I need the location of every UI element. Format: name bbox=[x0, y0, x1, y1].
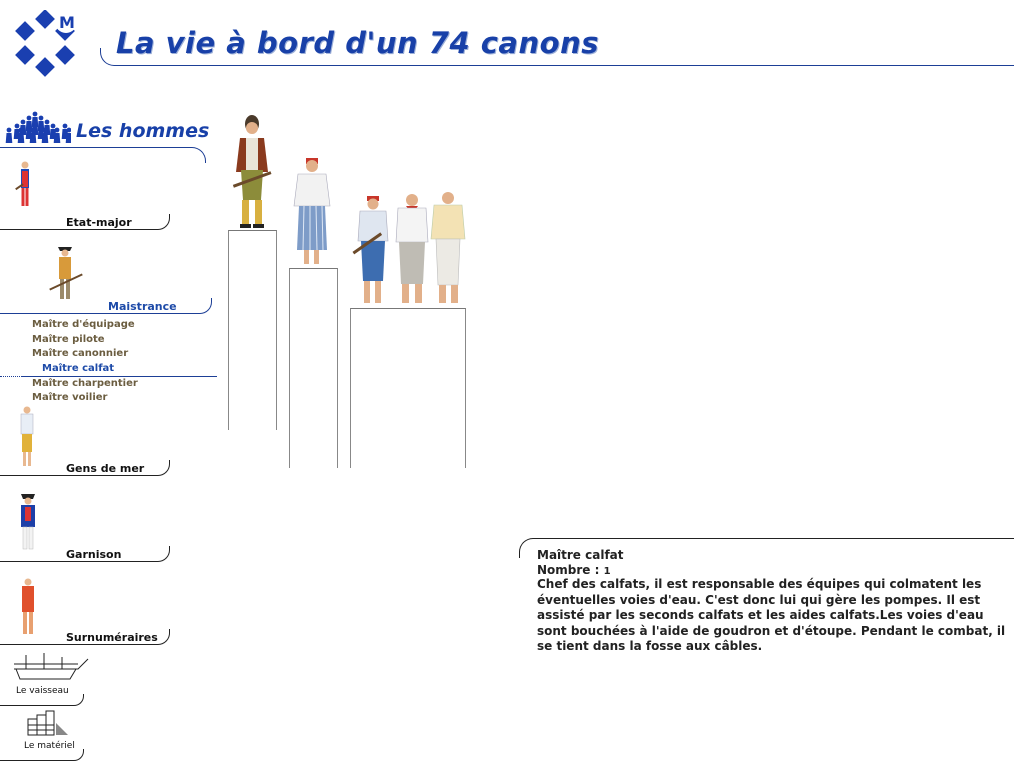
sub-item-maitre-calfat[interactable]: Maître calfat bbox=[42, 363, 115, 374]
category-underline-left bbox=[0, 561, 62, 562]
pedestal-2 bbox=[289, 268, 338, 468]
etat-major-figure-icon[interactable] bbox=[12, 160, 38, 210]
detail-description: Chef des calfats, il est responsable des équipes qui colmatent les éventuelles voies d'eau. C'est donc lui qui gère les pompes. Il est assisté par les seconds calfats et les aides calfats.Les voies d'eau sont bouchées à l'aide de goudron et d'étoupe. Pendant le combat, il se tient dans la fosse aux câbles. bbox=[537, 577, 1006, 653]
category-underline-left bbox=[0, 644, 62, 645]
calfat-figure-icon[interactable] bbox=[290, 152, 334, 268]
category-underline bbox=[0, 214, 170, 230]
category-surnumeraires[interactable]: Surnuméraires bbox=[66, 631, 158, 644]
equipment-icon[interactable] bbox=[24, 709, 74, 739]
officer-figure-icon[interactable] bbox=[228, 112, 276, 230]
category-underline bbox=[0, 460, 170, 476]
section-title: Les hommes bbox=[76, 120, 210, 142]
selected-marker bbox=[0, 376, 22, 377]
category-gens-de-mer[interactable]: Gens de mer bbox=[66, 462, 145, 475]
pedestal-3 bbox=[350, 308, 466, 468]
footer-underline bbox=[0, 694, 84, 706]
category-garnison[interactable]: Garnison bbox=[66, 548, 122, 561]
category-etat-major[interactable]: Etat-major bbox=[66, 216, 132, 229]
sub-item-maitre-pilote[interactable]: Maître pilote bbox=[32, 334, 105, 345]
footer-underline bbox=[0, 749, 84, 761]
footer-link-materiel[interactable]: Le matériel bbox=[24, 741, 75, 751]
category-underline bbox=[0, 629, 170, 645]
sub-item-maitre-voilier[interactable]: Maître voilier bbox=[32, 392, 108, 403]
category-underline-left bbox=[0, 229, 62, 230]
category-underline-active bbox=[0, 298, 212, 314]
crowd-icon bbox=[3, 110, 71, 144]
museum-logo-icon[interactable] bbox=[14, 10, 80, 78]
sub-item-maitre-charpentier[interactable]: Maître charpentier bbox=[32, 378, 138, 389]
category-underline-left bbox=[0, 475, 62, 476]
ship-icon[interactable] bbox=[10, 651, 90, 681]
selected-underline bbox=[22, 376, 217, 377]
category-maistrance[interactable]: Maistrance bbox=[108, 300, 177, 313]
pedestal-1 bbox=[228, 230, 277, 430]
detail-count-label: Nombre : bbox=[537, 563, 600, 577]
detail-title: Maître calfat bbox=[537, 548, 624, 562]
sub-item-maitre-canonnier[interactable]: Maître canonnier bbox=[32, 348, 129, 359]
page-title: La vie à bord d'un 74 canons bbox=[116, 26, 599, 60]
category-underline bbox=[0, 546, 170, 562]
detail-count-value: 1 bbox=[603, 566, 611, 577]
detail-count bbox=[537, 563, 611, 577]
aides-calfats-figures-icon[interactable] bbox=[350, 190, 468, 308]
footer-link-vaisseau[interactable]: Le vaisseau bbox=[16, 686, 69, 696]
sub-item-maitre-equipage[interactable]: Maître d'équipage bbox=[32, 319, 135, 330]
logo-letter: M bbox=[59, 13, 75, 32]
title-underline bbox=[100, 48, 1014, 66]
